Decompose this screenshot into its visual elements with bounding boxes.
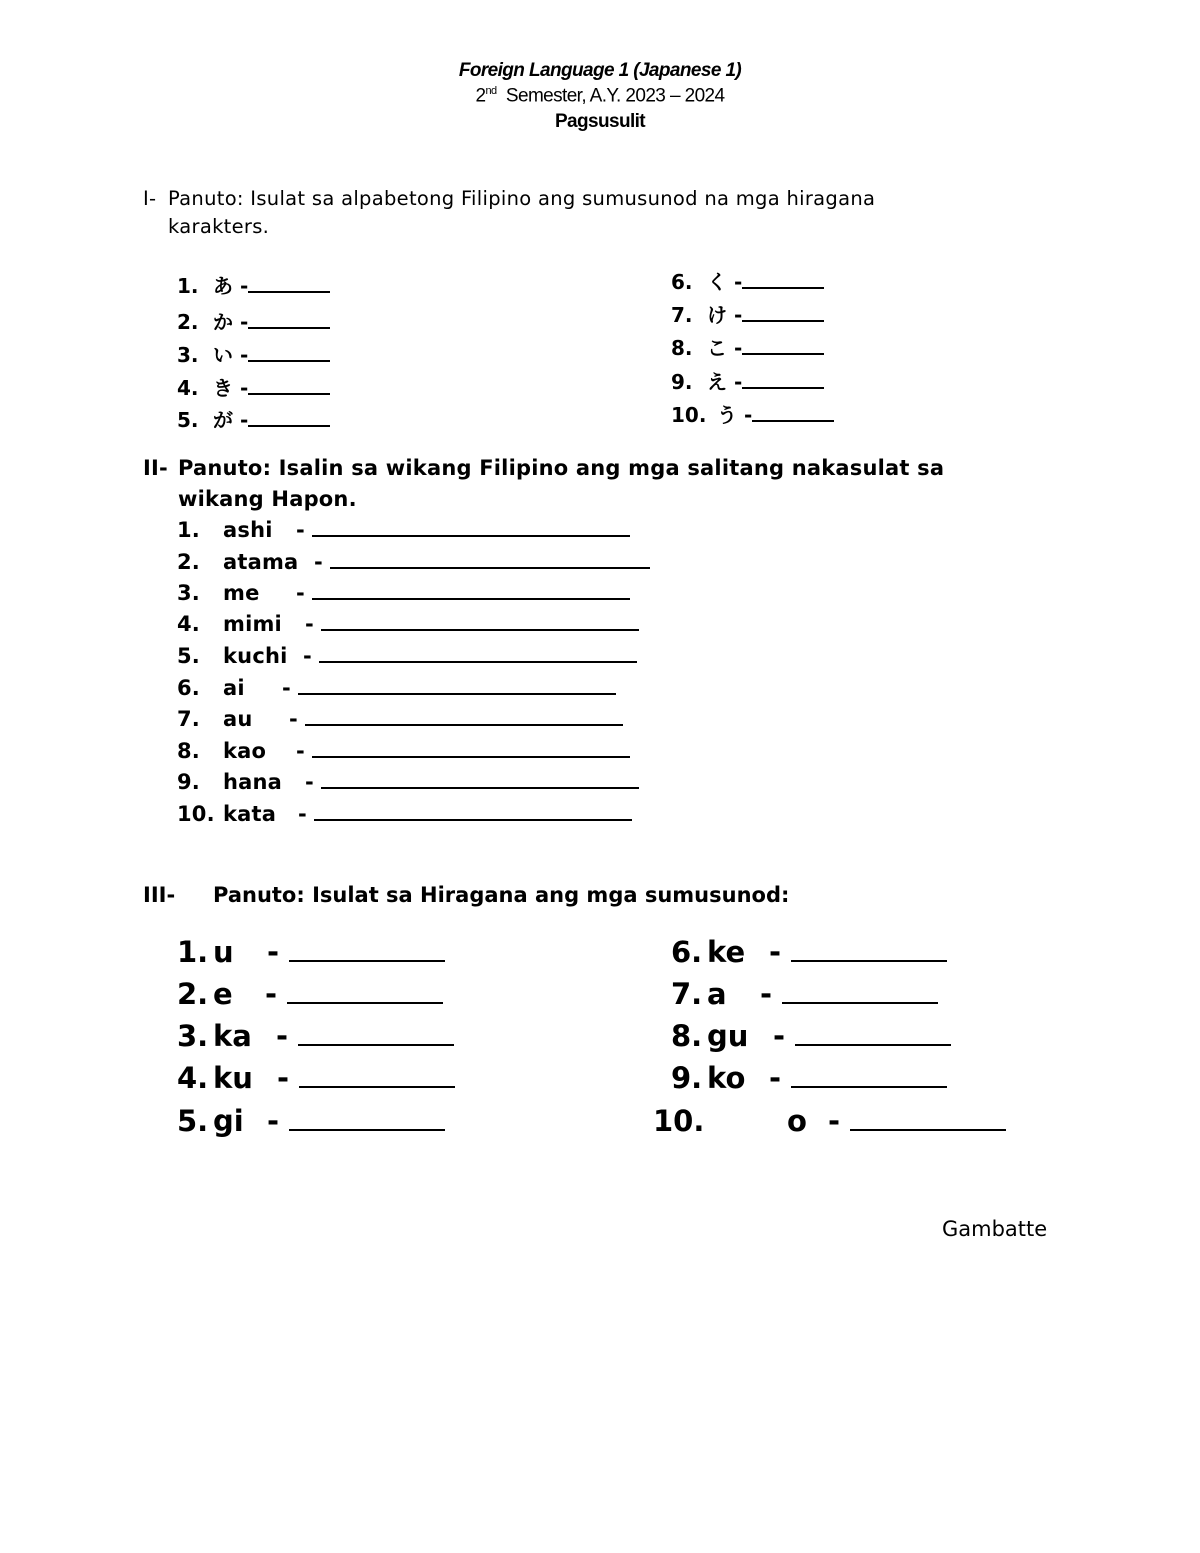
japanese-word: mimi — [223, 612, 282, 636]
part2-item — [177, 644, 637, 668]
part3-item — [671, 977, 938, 1011]
part2-item — [177, 676, 616, 700]
romaji-syllable: gi — [213, 1104, 244, 1138]
answer-line — [791, 959, 947, 962]
romaji-syllable: ka — [213, 1019, 252, 1053]
answer-line — [752, 419, 834, 422]
item-dash: - — [267, 1104, 290, 1138]
item-number: 5. — [177, 644, 200, 668]
item-dash: - — [769, 935, 792, 969]
part1-instruction-line2: karakters. — [168, 215, 270, 238]
romaji-syllable: o — [787, 1104, 807, 1138]
item-dash: - — [305, 770, 322, 794]
part1-item — [177, 404, 330, 433]
part3-marker: III- — [143, 883, 176, 907]
answer-line — [299, 1085, 455, 1088]
item-dash: - — [828, 1104, 851, 1138]
item-dash: - — [737, 403, 753, 427]
romaji-syllable: ku — [213, 1061, 253, 1095]
item-number: 3. — [177, 343, 199, 367]
item-number: 7. — [671, 977, 703, 1011]
item-number: 9. — [671, 1061, 703, 1095]
japanese-word: atama — [223, 550, 299, 574]
item-dash: - — [314, 550, 331, 574]
item-number: 4. — [177, 612, 200, 636]
item-dash: - — [233, 343, 249, 367]
item-number: 5. — [177, 1104, 209, 1138]
answer-line — [248, 290, 330, 293]
item-dash: - — [267, 935, 290, 969]
romaji-syllable: u — [213, 935, 234, 969]
part1-item — [177, 339, 330, 368]
item-number: 1. — [177, 518, 200, 542]
item-dash: - — [298, 802, 315, 826]
part1-item — [671, 399, 834, 428]
document-title: Foreign Language 1 (Japanese 1) — [458, 60, 742, 81]
part2-instruction-line1: Panuto: Isalin sa wikang Filipino ang mga salitang nakasulat sa — [178, 456, 945, 480]
answer-line — [742, 386, 824, 389]
item-number: 4. — [177, 376, 199, 400]
hiragana-character: が — [213, 408, 233, 432]
item-number: 2. — [177, 310, 199, 334]
answer-line — [782, 1001, 938, 1004]
japanese-word: kao — [223, 739, 267, 763]
romaji-syllable: a — [707, 977, 727, 1011]
japanese-word: au — [223, 707, 253, 731]
answer-line — [314, 818, 632, 821]
item-dash: - — [233, 310, 249, 334]
item-dash: - — [769, 1061, 792, 1095]
item-number: 10. — [177, 802, 215, 826]
answer-line — [312, 755, 630, 758]
answer-line — [312, 597, 630, 600]
item-dash: - — [296, 518, 313, 542]
hiragana-character: い — [213, 343, 233, 367]
japanese-word: kata — [223, 802, 277, 826]
answer-line — [850, 1128, 1006, 1131]
item-number: 9. — [671, 370, 693, 394]
part2-item — [177, 550, 650, 574]
answer-line — [248, 326, 330, 329]
item-number: 8. — [177, 739, 200, 763]
answer-line — [330, 566, 650, 569]
item-dash: - — [727, 336, 743, 360]
item-dash: - — [773, 1019, 796, 1053]
answer-line — [791, 1085, 947, 1088]
part1-item — [177, 372, 330, 401]
signoff: Gambatte — [942, 1217, 1048, 1241]
part2-item — [177, 739, 630, 763]
answer-line — [321, 628, 639, 631]
item-number: 2. — [177, 977, 209, 1011]
item-number: 6. — [177, 676, 200, 700]
item-dash: - — [303, 644, 320, 668]
part1-item — [671, 366, 824, 395]
part2-item — [177, 707, 623, 731]
japanese-word: kuchi — [223, 644, 288, 668]
answer-line — [305, 723, 623, 726]
document-subtitle: Pagsusulit — [554, 111, 646, 132]
item-number: 3. — [177, 581, 200, 605]
semester-text: Semester, A.Y. 2023 – 2024 — [505, 85, 725, 107]
item-number: 6. — [671, 270, 693, 294]
item-number: 6. — [671, 935, 703, 969]
item-dash: - — [727, 370, 743, 394]
item-dash: - — [296, 581, 313, 605]
part2-instruction-line2: wikang Hapon. — [178, 487, 357, 511]
item-number: 5. — [177, 408, 199, 432]
item-number: 2. — [177, 550, 200, 574]
romaji-syllable: ke — [707, 935, 746, 969]
item-number: 10. — [671, 403, 707, 427]
item-number: 10. — [653, 1104, 705, 1138]
japanese-word: me — [223, 581, 260, 605]
answer-line — [319, 660, 637, 663]
answer-line — [287, 1001, 443, 1004]
item-dash: - — [760, 977, 783, 1011]
hiragana-character: く — [707, 270, 727, 294]
answer-line — [248, 359, 330, 362]
item-dash: - — [727, 303, 743, 327]
answer-line — [248, 424, 330, 427]
part1-item — [671, 266, 824, 295]
answer-line — [298, 1043, 454, 1046]
part3-item — [177, 1104, 445, 1138]
item-number: 7. — [671, 303, 693, 327]
answer-line — [289, 1128, 445, 1131]
romaji-syllable: gu — [707, 1019, 749, 1053]
item-dash: - — [305, 612, 322, 636]
item-dash: - — [277, 1061, 300, 1095]
part2-item — [177, 518, 630, 542]
item-number: 8. — [671, 336, 693, 360]
part3-item — [177, 1061, 455, 1095]
part1-item — [671, 299, 824, 328]
part3-instruction: Panuto: Isulat sa Hiragana ang mga sumusunod: — [213, 883, 790, 907]
part3-item — [177, 1019, 454, 1053]
item-dash: - — [282, 676, 299, 700]
item-number: 3. — [177, 1019, 209, 1053]
answer-line — [248, 392, 330, 395]
part1-item — [177, 306, 330, 335]
japanese-word: hana — [223, 770, 283, 794]
semester-ordinal-suffix: nd — [485, 85, 497, 97]
item-number: 1. — [177, 274, 199, 298]
romaji-syllable: ko — [707, 1061, 746, 1095]
item-dash: - — [265, 977, 288, 1011]
answer-line — [298, 692, 616, 695]
part1-instruction-line1: Panuto: Isulat sa alpabetong Filipino ang sumusunod na mga hiragana — [168, 187, 876, 210]
item-dash: - — [296, 739, 313, 763]
answer-line — [795, 1043, 951, 1046]
hiragana-character: え — [707, 370, 727, 394]
item-dash: - — [233, 376, 249, 400]
part1-item — [671, 332, 824, 361]
part3-item — [653, 1104, 1006, 1138]
answer-line — [742, 286, 824, 289]
part2-item — [177, 770, 639, 794]
item-dash: - — [276, 1019, 299, 1053]
item-dash: - — [289, 707, 306, 731]
answer-line — [742, 352, 824, 355]
hiragana-character: き — [213, 376, 233, 400]
hiragana-character: け — [707, 303, 727, 327]
part2-item — [177, 581, 630, 605]
item-number: 7. — [177, 707, 200, 731]
part3-item — [177, 935, 445, 969]
part3-item — [177, 977, 443, 1011]
hiragana-character: う — [717, 403, 737, 427]
part3-item — [671, 1019, 951, 1053]
romaji-syllable: e — [213, 977, 233, 1011]
hiragana-character: あ — [213, 274, 233, 298]
part3-item — [671, 1061, 947, 1095]
part2-item — [177, 802, 632, 826]
answer-line — [742, 319, 824, 322]
japanese-word: ai — [223, 676, 245, 700]
answer-line — [289, 959, 445, 962]
item-number: 9. — [177, 770, 200, 794]
part2-item — [177, 612, 639, 636]
part3-item — [671, 935, 947, 969]
item-dash: - — [233, 274, 249, 298]
japanese-word: ashi — [223, 518, 273, 542]
item-number: 8. — [671, 1019, 703, 1053]
item-number: 4. — [177, 1061, 209, 1095]
answer-line — [312, 534, 630, 537]
part1-marker: I- — [143, 187, 157, 210]
hiragana-character: こ — [707, 336, 727, 360]
hiragana-character: か — [213, 310, 233, 334]
part1-item — [177, 270, 330, 299]
semester-number: 2 — [475, 85, 486, 107]
part2-marker: II- — [143, 456, 168, 480]
item-dash: - — [727, 270, 743, 294]
semester-line — [0, 85, 1200, 107]
item-dash: - — [233, 408, 249, 432]
item-number: 1. — [177, 935, 209, 969]
answer-line — [321, 786, 639, 789]
